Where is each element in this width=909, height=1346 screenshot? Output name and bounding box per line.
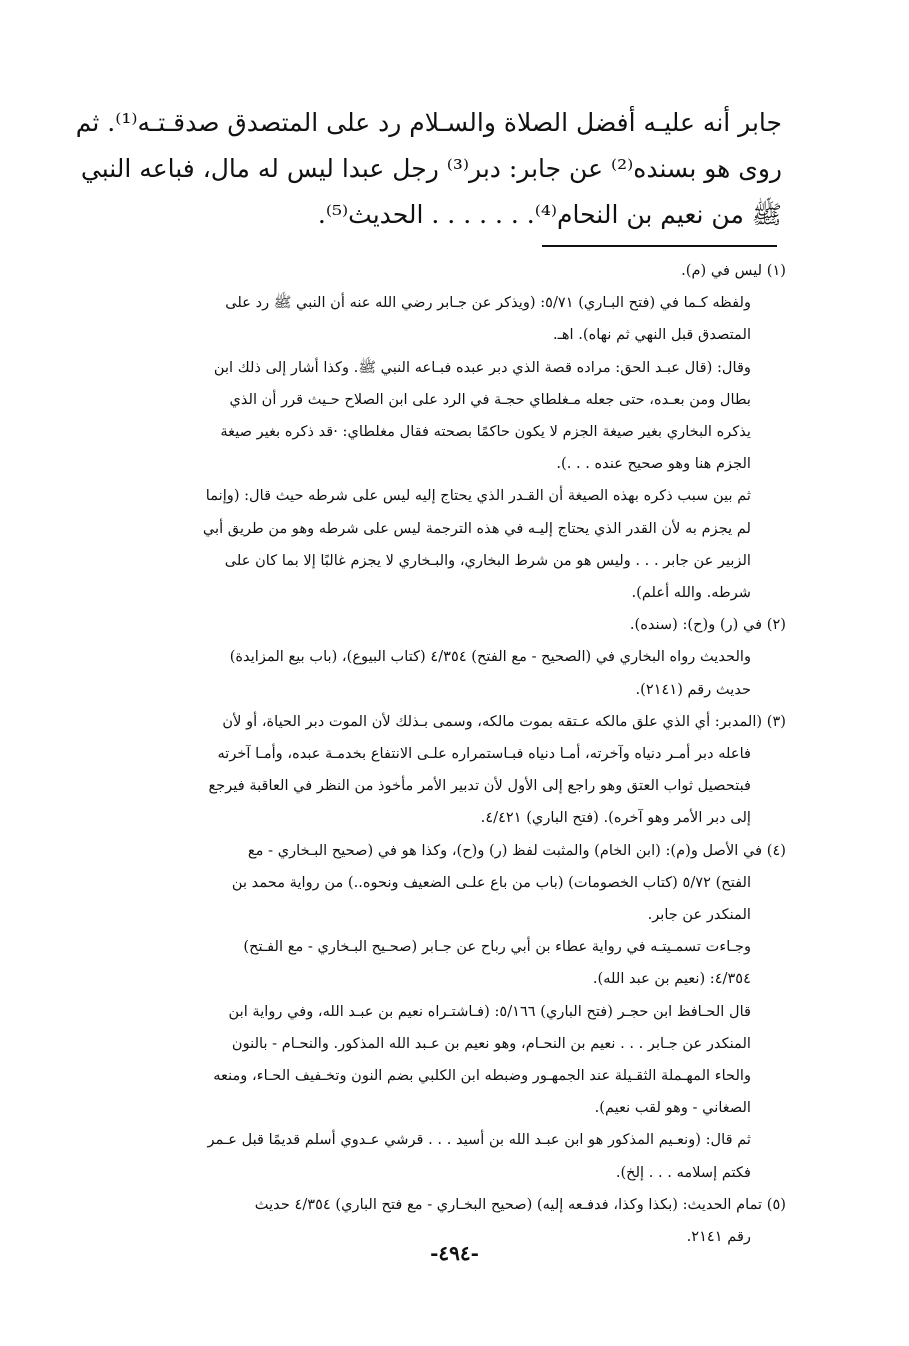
footnotes — [62, 255, 786, 1253]
main-text — [75, 100, 782, 238]
footnote-line: إلى دبر الأمر وهو آخره). (فتح الباري) ٤/٤٢١. — [480, 809, 751, 827]
footnote-line: الصغاني - وهو لقب نعيم). — [594, 1099, 751, 1117]
footnote-line: حديث رقم (٢١٤١). — [635, 680, 751, 698]
footnote-line: المتصدق قبل النهي ثم نهاه). اهـ. — [552, 326, 751, 344]
footnote-line: فكتم إسلامه . . . إلخ). — [615, 1163, 751, 1181]
footnote-line: (٥) تمام الحديث: (بكذا وكذا، فدفـعه إليه) (صحيح البخـاري - مع فتح الباري) ٤/٣٥٤ حديث — [254, 1195, 786, 1213]
footnote-line: (١) ليس في (م). — [681, 262, 786, 279]
footnote-line: المنكدر عن جـابر . . . نعيم بن النحـام، وهو نعيم بن عـبد الله المذكور. والنحـام - بالنون — [231, 1034, 751, 1052]
footnote-line: وقال: (قال عبـد الحق: مراده قصة الذي دبر عبده فبـاعه النبي ﷺ. وكذا أشار إلى ذلك ابن — [213, 358, 751, 376]
footnote-line: قال الحـافظ ابن حجـر (فتح الباري) ٥/١٦٦: (فـاشتـراه نعيم بن عبـد الله، وفي رواية ابن — [228, 1002, 751, 1020]
footnote-line: فاعله دبر أمـر دنياه وآخرته، أمـا دنياه فبـاستمراره علـى الانتفاع بخدمـة عبده، وأمـا آخرته — [217, 745, 751, 763]
page-number: -٤٩٤- — [430, 1241, 479, 1265]
footnote-line: ثم بين سبب ذكره بهذه الصيغة أن القـدر الذي يحتاج إليه ليس على شرطه حيث قال: (وإنما — [205, 487, 751, 505]
footnote-line: ٤/٣٥٤: (نعيم بن عبد الله). — [592, 970, 751, 988]
footnote-line: المنكدر عن جابر. — [647, 906, 751, 924]
footnote-line: فبتحصيل ثواب العتق وهو راجع إلى الأول لأن تدبير الأمر مأخوذ من النظر في العاقبة فيرجع — [208, 777, 751, 795]
footnote-line: ثم قال: (ونعـيم المذكور هو ابن عبـد الله بن أسيد . . . قرشي عـدوي أسلم قديمًا قبل عـمر — [207, 1131, 751, 1149]
footnote-line: الجزم هنا وهو صحيح عنده . . .). — [556, 455, 751, 473]
footnote-line: الفتح) ٥/٧٢ (كتاب الخصومات) (باب من باع علـى الضعيف ونحوه..) من رواية محمد بن — [231, 873, 751, 891]
footnote-separator — [542, 245, 777, 247]
footnote-line: والحاء المهـملة الثقـيلة عند الجمهـور وضبطه ابن الكلبي بضم النون وتخـفيف الحـاء، ومنعه — [213, 1067, 751, 1085]
footnote-line: الزبير عن جابر . . . وليس هو من شرط البخاري، والبـخاري لا يجزم غالبًا إلا بما كان على — [224, 551, 751, 569]
main-text-line: ﷺ من نعيم بن النحام⁽⁴⁾. . . . . . . الحديث⁽⁵⁾. — [317, 200, 782, 229]
footnote-line: والحديث رواه البخاري في (الصحيح - مع الفتح) ٤/٣٥٤ (كتاب البيوع)، (باب بيع المزايدة) — [229, 648, 751, 666]
footnote-line: ولفظه كـما في (فتح البـاري) ٥/٧١: (ويذكر عن جـابر رضي الله عنه أن النبي ﷺ رد على — [225, 294, 751, 312]
footnote-line: (٤) في الأصل و(م): (ابن الخام) والمثبت لفظ (ر) و(ح)، وكذا هو في (صحيح البـخاري - مع — [247, 841, 786, 859]
footnote-line: يذكره البخاري بغير صيغة الجزم لا يكون حاكمًا بصحته فقال مغلطاي: ·قد ذكره بغير صيغة — [220, 423, 751, 441]
footnote-line: وجـاءت تسمـيتـه في رواية عطاء بن أبي رباح عن جـابر (صحـيح البـخاري - مع الفـتح) — [243, 938, 751, 956]
footnote-line: (٣) (المدبر: أي الذي علق مالكه عـتقه بموت مالكه، وسمى بـذلك لأن الموت دبر الحياة، أو لأن — [222, 712, 786, 730]
footnote-line: لم يجزم به لأن القدر الذي يحتاج إليـه في هذه الترجمة ليس على شرطه وهو من طريق أبي — [202, 519, 751, 537]
footnote-line: (٢) في (ر) و(ح): (سنده). — [629, 616, 786, 634]
main-text-line: روى هو بسنده⁽²⁾ عن جابر: دبر⁽³⁾ رجل عبدا ليس له مال، فباعه النبي — [80, 154, 782, 183]
footnote-line: شرطه. والله أعلم). — [631, 584, 751, 602]
footnote-line: رقم ٢١٤١. — [686, 1228, 751, 1246]
main-text-line: جابر أنه عليـه أفضل الصلاة والسـلام رد على المتصدق صدقـتـه⁽¹⁾. ثم — [75, 108, 782, 137]
footnote-line: بطال ومن بعـده، حتى جعله مـغلطاي حجـة في الرد على ابن الصلاح حـيث قرر أن الذي — [229, 390, 751, 408]
